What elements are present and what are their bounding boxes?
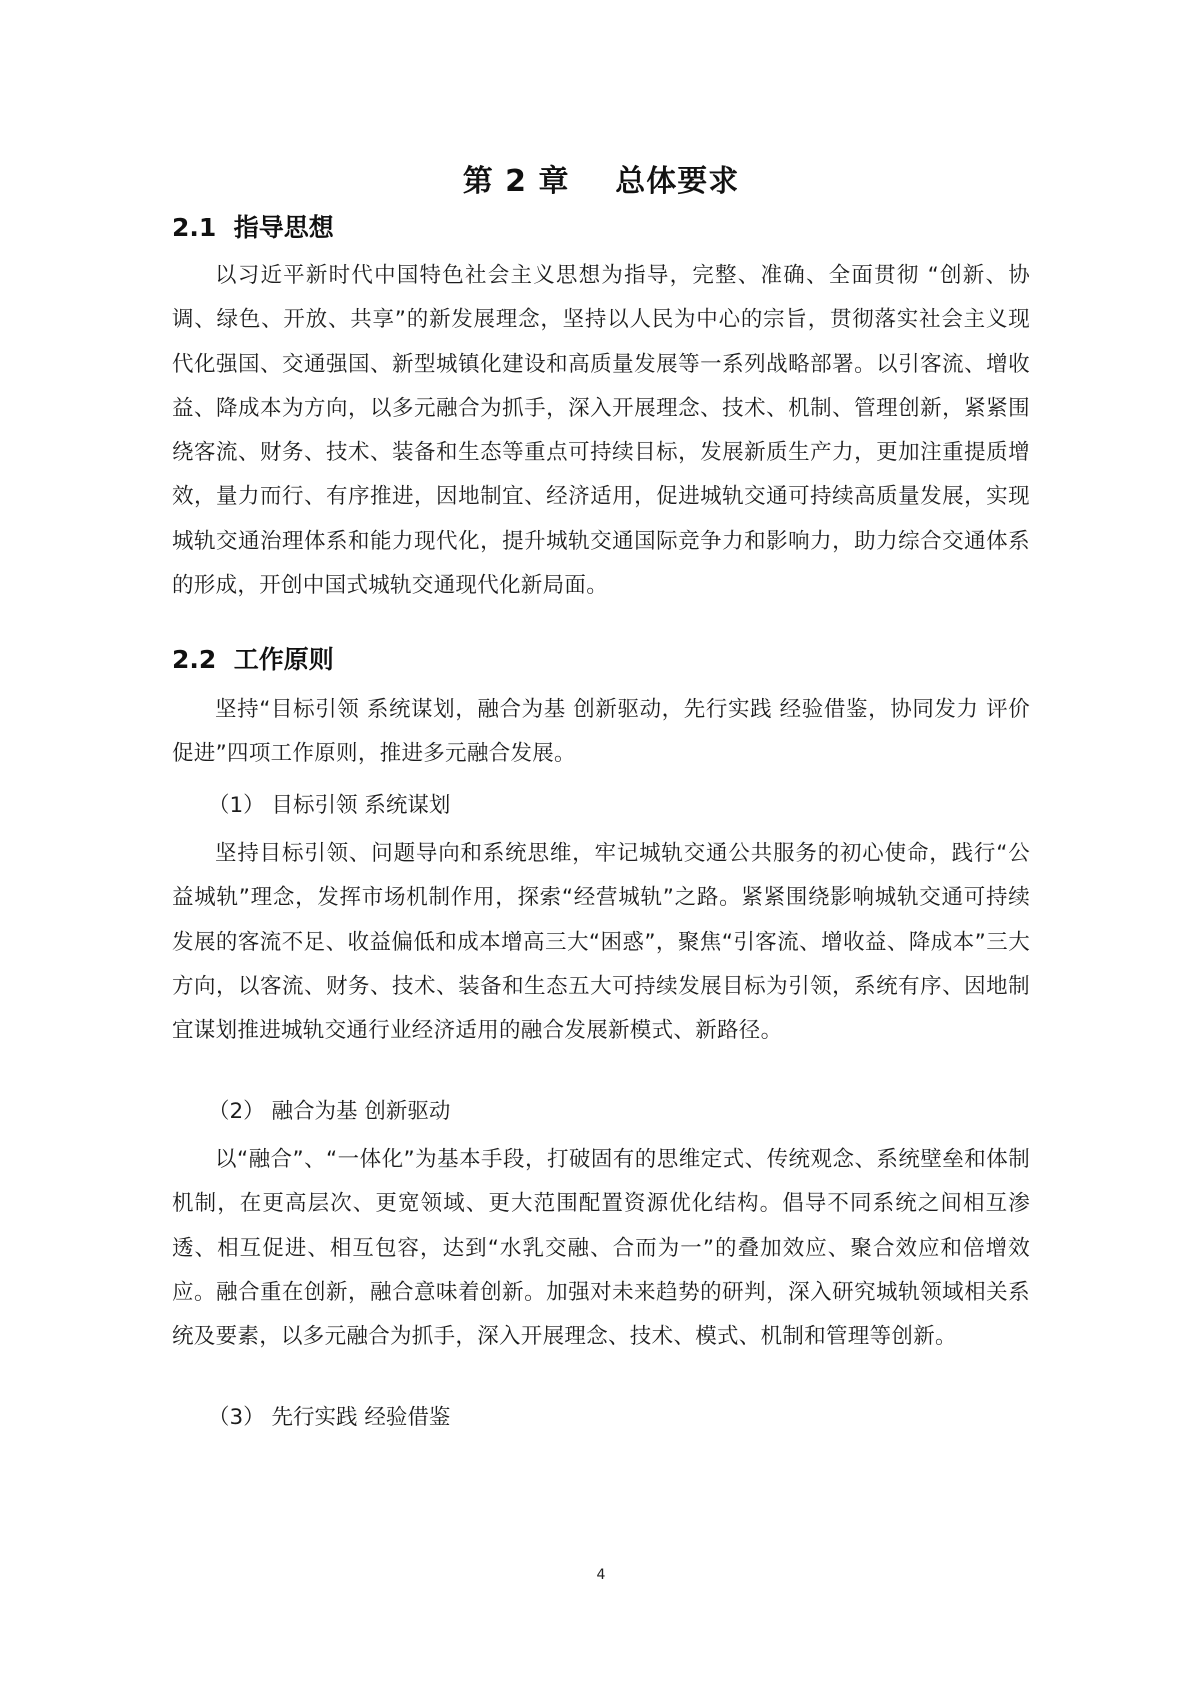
section-heading-2-1: 2.1 指导思想 (172, 213, 334, 242)
chapter-title: 第 2 章 总体要求 (462, 164, 740, 199)
principle-2-paragraph: 以“融合”、“一体化”为基本手段，打破固有的思维定式、传统观念、系统壁垒和体制机制，在更高层次、更宽领域、更大范围配置资源优化结构。倡导不同系统之间相互渗透、相互促进、相互包容，达到“水乳交融、合而为一”的叠加效应、聚合效应和倍增效应。融合重在创新，融合意味着创新。加强对未来趋势的研判，深入研究城轨领域相关系统及要素，以多元融合为抓手，深入开展理念、技术、模式、机制和管理等创新。 (172, 1147, 1030, 1350)
section-2-1-paragraph: 以习近平新时代中国特色社会主义思想为指导，完整、准确、全面贯彻 “创新、协调、绿色、开放、共享”的新发展理念，坚持以人民为中心的宗旨，贯彻落实社会主义现代化强国、交通强国、新型城镇化建设和高质量发展等一系列战略部署。以引客流、增收益、降成本为方向，以多元融合为抓手，深入开展理念、技术、机制、管理创新，紧紧围绕客流、财务、技术、装备和生态等重点可持续目标，发展新质生产力，更加注重提质增效，量力而行、有序推进，因地制宜、经济适用，促进城轨交通可持续高质量发展，实现城轨交通治理体系和能力现代化，提升城轨交通国际竞争力和影响力，助力综合交通体系的形成，开创中国式城轨交通现代化新局面。 (172, 263, 1030, 599)
section-heading-2-2: 2.2 工作原则 (172, 645, 334, 674)
principle-2-heading: （2） 融合为基 创新驱动 (208, 1099, 451, 1124)
page-number: 4 (596, 1567, 606, 1583)
principle-1-paragraph: 坚持目标引领、问题导向和系统思维，牢记城轨交通公共服务的初心使命，践行“公益城轨”理念，发挥市场机制作用，探索“经营城轨”之路。紧紧围绕影响城轨交通可持续发展的客流不足、收益偏低和成本增高三大“困惑”，聚焦“引客流、增收益、降成本”三大方向，以客流、财务、技术、装备和生态五大可持续发展目标为引领，系统有序、因地制宜谋划推进城轨交通行业经济适用的融合发展新模式、新路径。 (172, 841, 1030, 1044)
principle-3-heading: （3） 先行实践 经验借鉴 (208, 1405, 451, 1430)
section-2-2-intro-paragraph: 坚持“目标引领 系统谋划，融合为基 创新驱动，先行实践 经验借鉴，协同发力 评价促进”四项工作原则，推进多元融合发展。 (172, 697, 1030, 767)
principle-1-heading: （1） 目标引领 系统谋划 (208, 793, 451, 818)
